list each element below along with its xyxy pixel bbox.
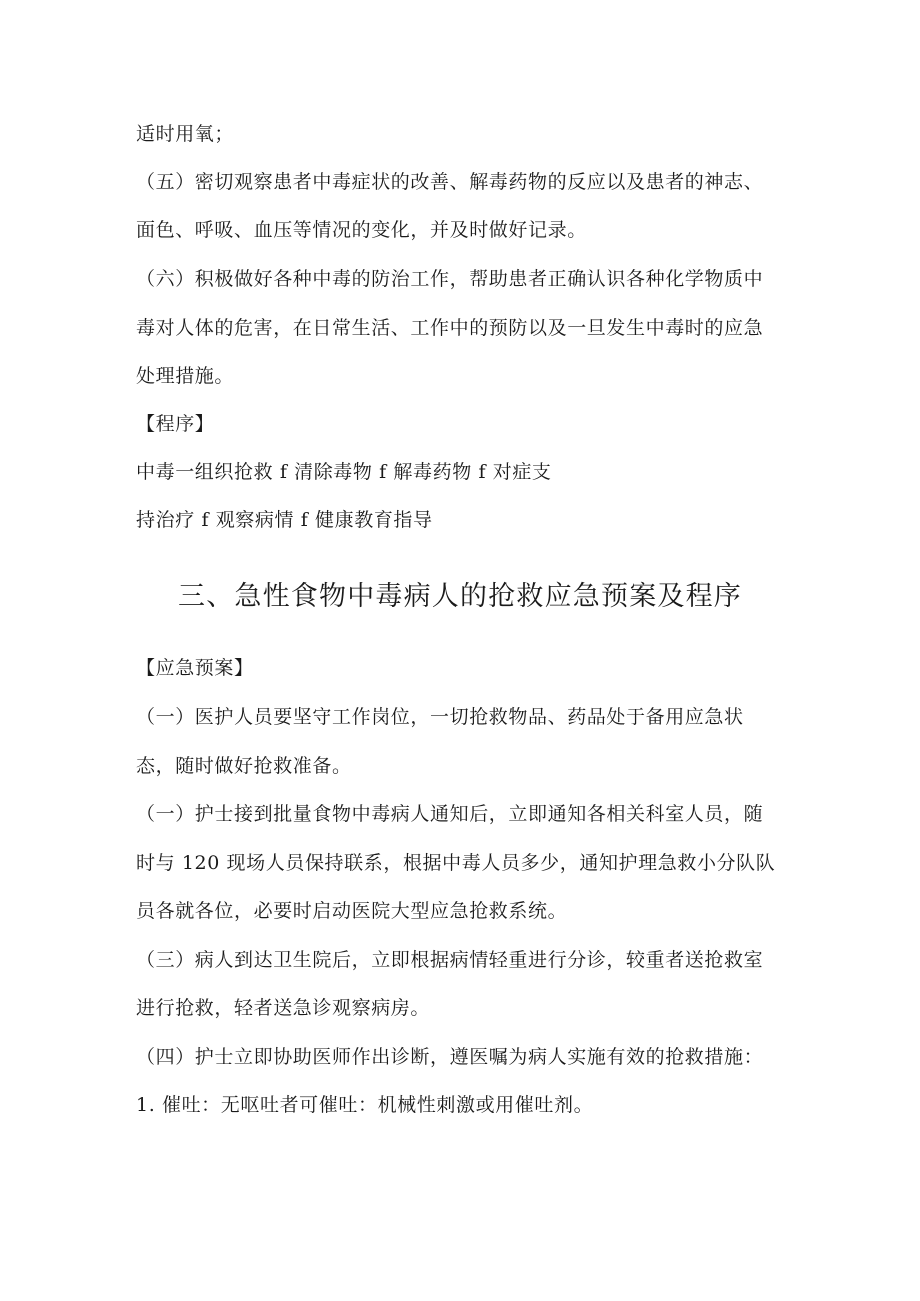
paragraph-line: 员各就各位，必要时启动医院大型应急抢救系统。 [136,900,568,922]
paragraph-line: 时与 120 现场人员保持联系，根据中毒人员多少，通知护理急救小分队队 [136,852,776,874]
paragraph-line: 面色、呼吸、血压等情况的变化，并及时做好记录。 [136,219,587,241]
plan-label: 【应急预案】 [136,657,254,679]
procedure-label: 【程序】 [136,413,215,435]
paragraph-line: 适时用氧； [136,123,235,145]
paragraph-line: （四）护士立即协助医师作出诊断，遵医嘱为病人实施有效的抢救措施： [136,1046,764,1068]
paragraph-line: （三）病人到达卫生院后，立即根据病情轻重进行分诊，较重者送抢救室 [136,949,764,971]
procedure-line: 持治疗 f 观察病情 f 健康教育指导 [136,509,433,531]
procedure-line: 中毒一组织抢救 f 清除毒物 f 解毒药物 f 对症支 [136,461,552,483]
paragraph-line: 处理措施。 [136,365,235,387]
paragraph-line: （六）积极做好各种中毒的防治工作，帮助患者正确认识各种化学物质中 [136,268,764,290]
paragraph-line: 毒对人体的危害，在日常生活、工作中的预防以及一旦发生中毒时的应急 [136,317,764,339]
paragraph-line: 态，随时做好抢救准备。 [136,755,352,777]
paragraph-line: 1. 催吐：无呕吐者可催吐：机械性刺激或用催吐剂。 [136,1094,594,1116]
paragraph-line: 进行抢救，轻者送急诊观察病房。 [136,997,431,1019]
paragraph-line: （一）护士接到批量食物中毒病人通知后，立即通知各相关科室人员，随 [136,803,764,825]
paragraph-line: （一）医护人员要坚守工作岗位，一切抢救物品、药品处于备用应急状 [136,706,744,728]
paragraph-line: （五）密切观察患者中毒症状的改善、解毒药物的反应以及患者的神志、 [136,171,764,193]
section-heading: 三、急性食物中毒病人的抢救应急预案及程序 [178,581,742,612]
